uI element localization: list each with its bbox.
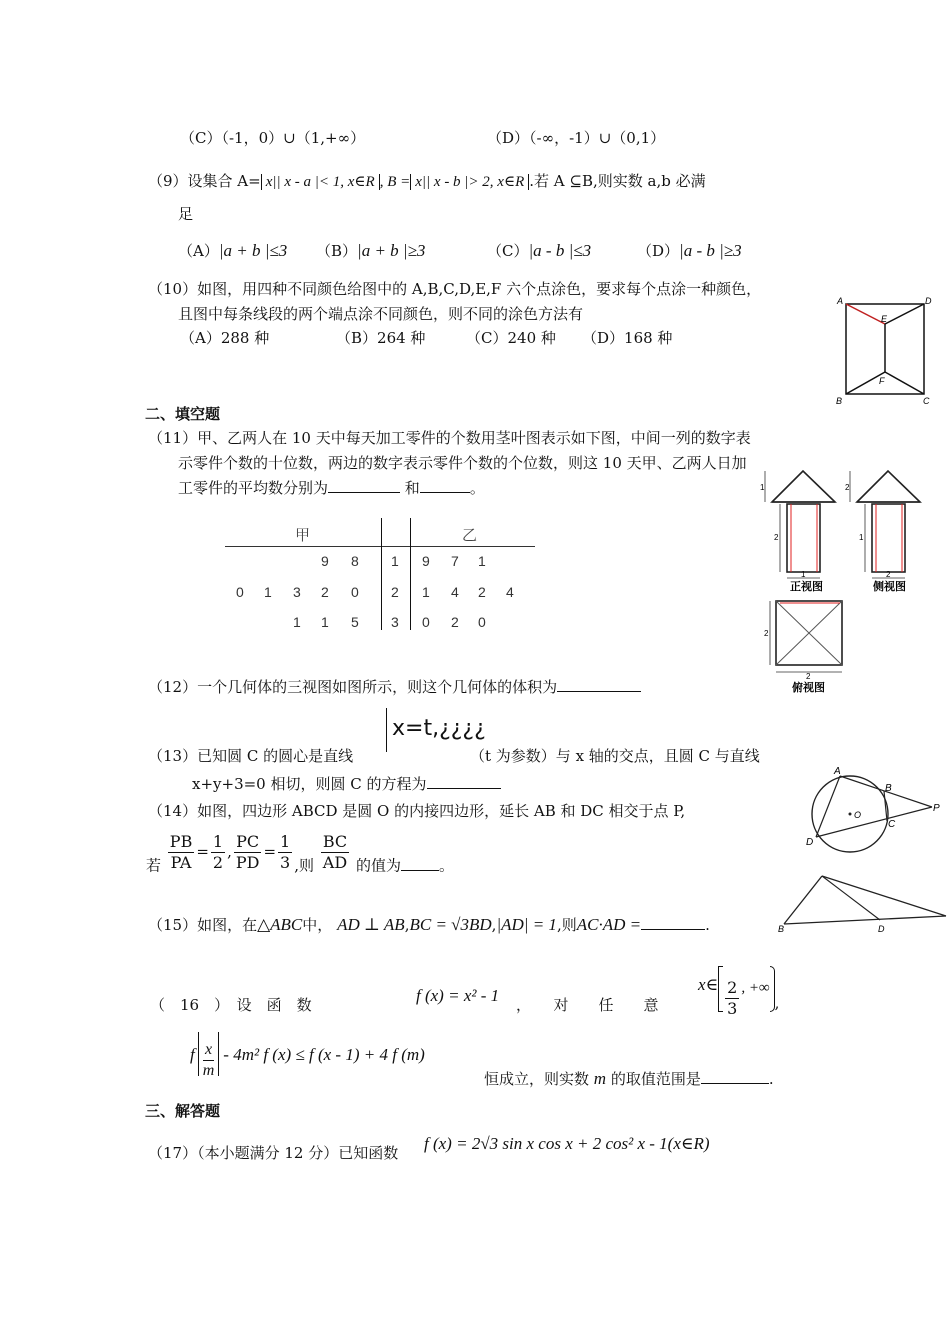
- q14-frac-bc-ad: [321, 832, 349, 873]
- q14-label-c: C: [888, 819, 896, 830]
- q16-x-in: x∈: [698, 975, 719, 994]
- q10-label-f: F: [879, 376, 885, 386]
- q14-condition: [146, 832, 454, 876]
- leaf-right: 0: [478, 614, 486, 630]
- leaf-right: 4: [451, 584, 459, 600]
- q8-option-d: （D）（-∞，-1）∪（0,1）: [487, 129, 666, 147]
- view-dim: 2: [764, 629, 769, 638]
- q10-option-b: （B）264 种: [336, 329, 426, 347]
- front-view-label: 正视图: [790, 580, 823, 593]
- q16-line2-a: 恒成立，则实数: [484, 1070, 590, 1088]
- q13-blank[interactable]: [427, 788, 501, 789]
- side-view-label: 侧视图: [873, 580, 906, 593]
- stem-leaf-header-right: 乙: [462, 526, 478, 544]
- leaf-right: 0: [422, 614, 430, 630]
- q9-option-c: [487, 240, 591, 261]
- view-dim: 2: [806, 672, 811, 681]
- frac-den: 3: [727, 998, 738, 1018]
- leaf-left: 1: [321, 614, 329, 630]
- q16-domain: [698, 966, 779, 1019]
- section2-title: 二、填空题: [145, 405, 221, 423]
- q9-option-b: [316, 240, 425, 261]
- q14-tail: 的值为: [355, 856, 401, 875]
- q9-a-label: （A）: [178, 242, 219, 260]
- q17-prefix: （17）（本小题满分 12 分）已知函数: [148, 1144, 399, 1162]
- q15-end: .: [705, 916, 710, 934]
- q11-line3-b: 和: [404, 479, 420, 497]
- q14-frac-third: [278, 832, 292, 873]
- q16-paren-right: [218, 1032, 219, 1076]
- leaf-left: 8: [351, 553, 359, 569]
- q16-end: .: [768, 1070, 774, 1088]
- q15-label-d: D: [878, 924, 885, 934]
- q12-text: （12）一个几何体的三视图如图所示，则这个几何体的体积为: [148, 678, 558, 696]
- q9-b-expr: |a + b |≥3: [357, 241, 426, 260]
- q15-triangle: △ABC: [257, 915, 303, 934]
- q15-ze: ,则: [556, 916, 577, 934]
- q13-prefix: （13）已知圆 C 的圆心是直线: [148, 747, 354, 765]
- frac-num: 1: [212, 832, 224, 851]
- leaf-right: 1: [478, 553, 486, 569]
- q10-label-c: C: [923, 396, 930, 406]
- q13-param-text: x=t,¿¿¿¿: [392, 716, 486, 741]
- q16-frac-x-m: [201, 1040, 217, 1081]
- q11-line3: [178, 477, 485, 498]
- q14-end: 。: [438, 856, 454, 875]
- q9-condition: .若 A ⊆B,则实数 a,b 必满: [529, 172, 706, 190]
- q16-inf: , +∞: [741, 980, 770, 996]
- q16-label: （ 16 ） 设 函 数: [150, 996, 312, 1014]
- frac-den: PA: [170, 853, 192, 872]
- leaf-right: 4: [506, 584, 514, 600]
- q9-options: [178, 240, 287, 261]
- q13-suffix: （t 为参数）与 x 轴的交点，且圆 C 与直线: [470, 747, 760, 765]
- q9-condition-tail: 足: [178, 205, 194, 223]
- stem-leaf-divider-left: [381, 518, 382, 630]
- q14-label-o: O: [854, 810, 862, 820]
- stem-value: 2: [391, 584, 399, 600]
- q15-ad: |AD| = 1: [496, 915, 557, 934]
- q15-sep2: ,: [491, 916, 497, 934]
- leaf-right: 7: [451, 553, 459, 569]
- q16-frac-two-thirds: [725, 978, 739, 1019]
- q16-paren-left: [198, 1032, 199, 1076]
- q16-blank[interactable]: [701, 1083, 769, 1084]
- q12-stem: [148, 676, 641, 697]
- view-dim: 1: [801, 570, 806, 579]
- q14-sep: ,: [227, 842, 232, 861]
- q10-label-a: A: [837, 296, 844, 306]
- leaf-left: 0: [236, 584, 244, 600]
- q11-line3-c: 。: [469, 479, 485, 497]
- q15-stem: [148, 914, 710, 935]
- frac-num: 1: [280, 832, 291, 851]
- frac-den: 3: [280, 853, 291, 872]
- q10-label-d: D: [925, 296, 932, 306]
- frac-num: x: [203, 1040, 214, 1061]
- leaf-right: 2: [478, 584, 486, 600]
- q9-d-label: （D）: [637, 242, 680, 260]
- q9-stem: [148, 170, 706, 191]
- q14-ruo: 若: [146, 856, 162, 875]
- q10-label-e: E: [881, 314, 888, 324]
- frac-num: 2: [727, 977, 738, 997]
- q10-line1: （10）如图，用四种不同颜色给图中的 A,B,C,D,E,F 六个点涂色，要求每个点涂一种颜色，: [148, 280, 762, 298]
- section3-title: 三、解答题: [145, 1102, 221, 1120]
- frac-num: PC: [236, 832, 260, 851]
- top-view-label: 俯视图: [792, 681, 825, 694]
- q15-perp: AD ⊥ AB: [337, 915, 405, 934]
- q15-blank[interactable]: [641, 929, 705, 930]
- q14-circle-figure: [800, 765, 942, 855]
- q11-line2: 示零件个数的十位数，两边的数字表示零件个数的个位数，则这 10 天甲、乙两人日加: [178, 454, 747, 472]
- q10-line2: 且图中每条线段的两个端点涂不同颜色，则不同的涂色方法有: [178, 305, 584, 323]
- q14-eq1: =: [196, 842, 209, 861]
- three-views-figure: [762, 464, 946, 700]
- q16-dui: ， 对 任 意: [516, 996, 659, 1014]
- q14-line1: （14）如图，四边形 ABCD 是圆 O 的内接四边形，延长 AB 和 DC 相交于点 P,: [148, 802, 686, 820]
- q14-frac-pb-pa: [168, 832, 195, 873]
- q9-c-expr: |a - b |≤3: [528, 241, 592, 260]
- leaf-left: 2: [321, 584, 329, 600]
- q9-set-b-lhs: , B =: [379, 174, 411, 190]
- stem-value: 3: [391, 614, 399, 630]
- q11-line3-a: 工零件的平均数分别为: [178, 479, 329, 497]
- frac-num: BC: [322, 832, 348, 851]
- q9-set-a: x|| x - a |< 1, x∈R: [261, 174, 380, 190]
- stem-leaf-rule: [225, 546, 535, 547]
- q10-figure: [833, 292, 933, 410]
- q14-eq2: =: [263, 842, 277, 861]
- view-dim: 2: [845, 483, 850, 492]
- q17-function: [424, 1134, 710, 1154]
- q9-b-label: （B）: [316, 242, 358, 260]
- leaf-left: 0: [351, 584, 359, 600]
- q14-label-b: B: [885, 783, 892, 794]
- leaf-right: 1: [422, 584, 430, 600]
- frac-den: AD: [322, 853, 348, 872]
- q15-sep1: ,: [404, 916, 410, 934]
- view-dim: 2: [886, 570, 891, 579]
- q16-f-expr: f (x) = x² - 1: [416, 986, 500, 1005]
- leaf-right: 9: [422, 553, 430, 569]
- leaf-left: 3: [293, 584, 301, 600]
- q16-ineq-expr: - 4m² f (x) ≤ f (x - 1) + 4 f (m): [223, 1045, 425, 1064]
- q11-blank-jia[interactable]: [328, 492, 400, 493]
- q9-c-label: （C）: [487, 242, 529, 260]
- q17-expr: f (x) = 2√3 sin x cos x + 2 cos² x - 1(x∈R): [424, 1134, 710, 1153]
- stem-value: 1: [391, 553, 399, 569]
- stem-leaf-header-left: 甲: [295, 526, 311, 544]
- q16-f: [416, 986, 499, 1006]
- q9-d-expr: |a - b |≥3: [679, 241, 742, 260]
- q14-blank[interactable]: [401, 870, 439, 871]
- q13-line2: [192, 773, 501, 794]
- q10-option-d: （D）168 种: [582, 329, 673, 347]
- q13-line2-text: x+y+3=0 相切，则圆 C 的方程为: [192, 775, 427, 793]
- q9-prefix: （9）设集合 A=: [148, 172, 261, 190]
- leaf-left: 1: [264, 584, 272, 600]
- q14-frac-pc-pd: [234, 832, 262, 873]
- q15-mid: 中，: [302, 916, 333, 934]
- leaf-left: 1: [293, 614, 301, 630]
- q15-triangle-figure: [778, 868, 950, 934]
- leaf-left: 9: [321, 553, 329, 569]
- frac-den: m: [202, 1061, 215, 1079]
- frac-den: 2: [212, 853, 224, 872]
- q15-prefix: （15）如图，在: [148, 916, 258, 934]
- view-dim: 2: [774, 533, 779, 542]
- q9-set-b: x|| x - b |> 2, x∈R: [410, 174, 529, 190]
- q12-blank[interactable]: [557, 691, 641, 692]
- frac-den: PD: [235, 853, 260, 872]
- view-dim: 1: [859, 533, 864, 542]
- q9-option-d: [637, 240, 742, 261]
- q15-bc: BC = √3BD: [409, 915, 492, 934]
- q11-line1: （11）甲、乙两人在 10 天中每天加工零件的个数用茎叶图表示如下图，中间一列的数字表: [148, 429, 751, 447]
- q16-bracket-left: [718, 966, 723, 1012]
- q16-inequality: [190, 1032, 425, 1081]
- q16-m: m: [593, 1069, 607, 1088]
- q15-dot: AC·AD =: [576, 915, 642, 934]
- q14-label-d: D: [806, 837, 814, 848]
- q13-parametric: [392, 716, 486, 741]
- q16-line2-b: 的取值范围是: [610, 1070, 701, 1088]
- q10-option-c: （C）240 种: [466, 329, 556, 347]
- q14-label-a: A: [834, 766, 841, 777]
- q16-line2: [484, 1068, 774, 1089]
- leaf-left: 5: [351, 614, 359, 630]
- q10-option-a: （A）288 种: [180, 329, 270, 347]
- frac-num: PB: [169, 832, 193, 851]
- q14-frac-half: [211, 832, 225, 873]
- leaf-right: 2: [451, 614, 459, 630]
- q8-option-c: （C）（-1，0）∪（1,+∞）: [180, 129, 366, 147]
- q16-f-pre: f: [190, 1045, 195, 1064]
- q16-comma: ,: [774, 994, 780, 1012]
- q15-label-b: B: [778, 924, 785, 934]
- view-dim: 1: [760, 483, 765, 492]
- q11-blank-yi[interactable]: [420, 492, 470, 493]
- q14-label-p: P: [933, 803, 940, 814]
- q10-label-b: B: [836, 396, 843, 406]
- q9-a-expr: |a + b |≤3: [218, 241, 288, 260]
- q14-ze: ,则: [294, 856, 315, 875]
- stem-leaf-divider-right: [410, 518, 411, 630]
